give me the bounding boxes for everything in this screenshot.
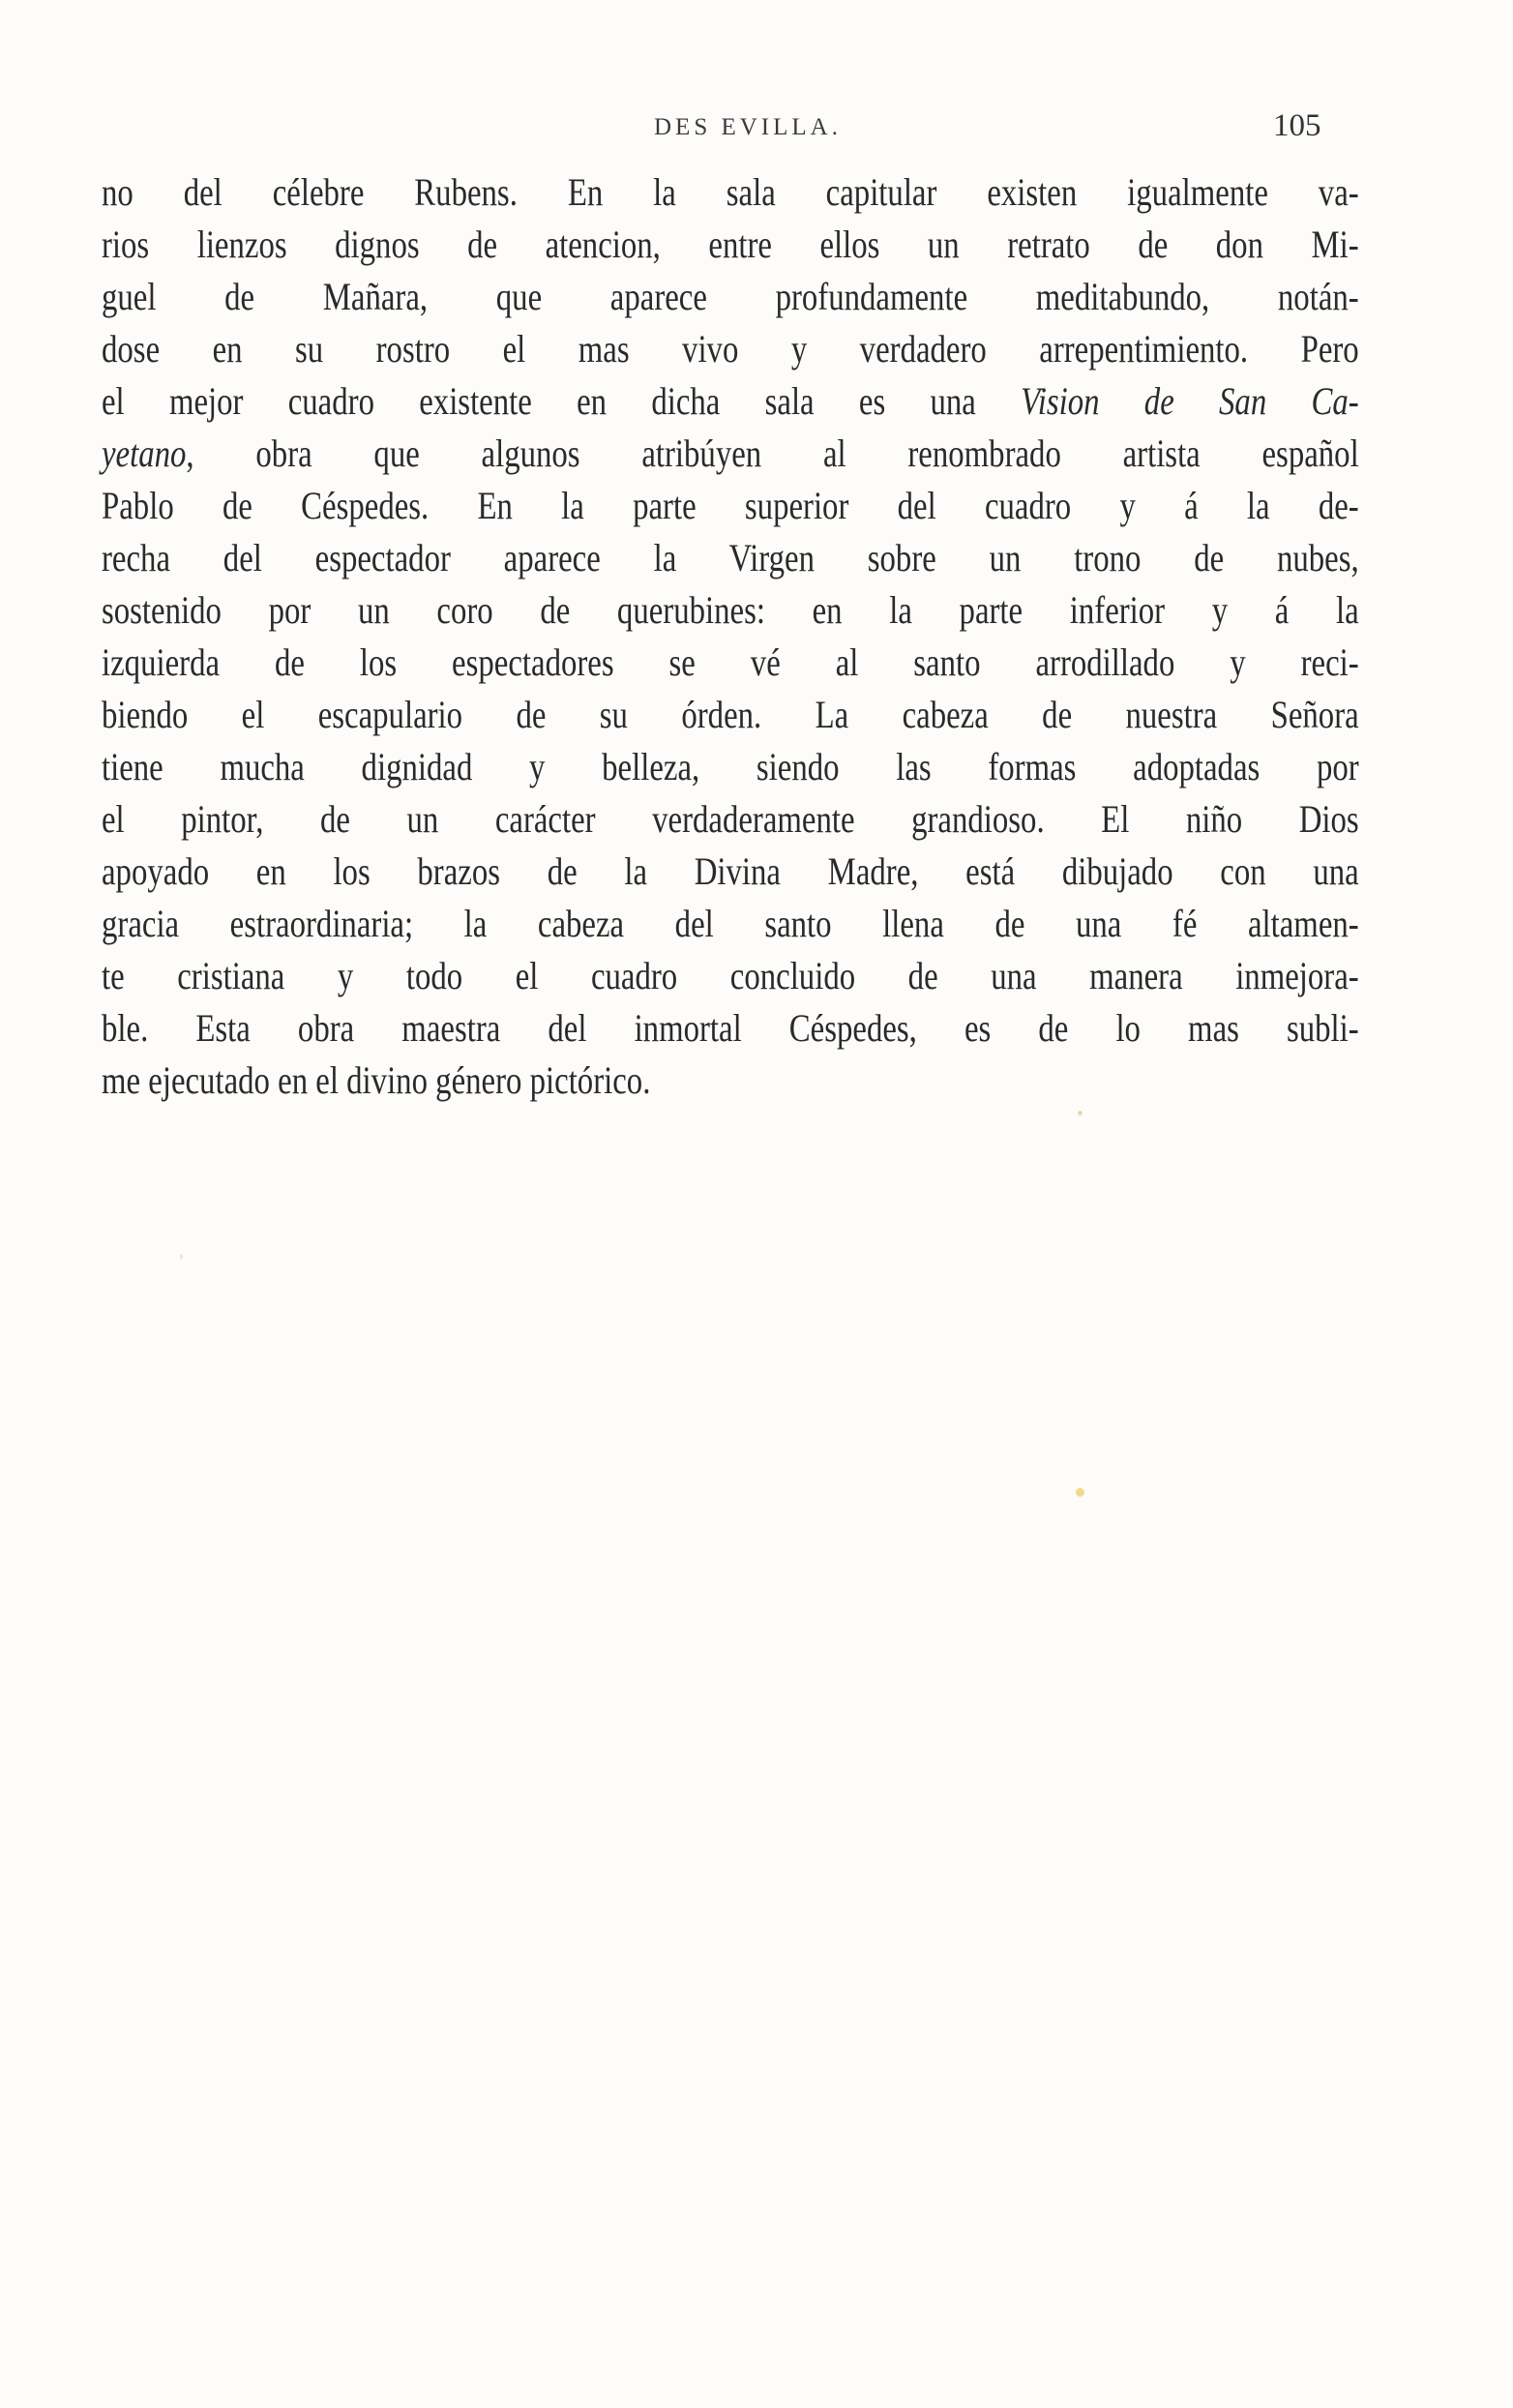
text-line: dose en su rostro el mas vivo y verdadero arrepentimiento. Pero [102,327,1359,371]
text-line: apoyado en los brazos de la Divina Madre, está dibujado con una [102,849,1359,893]
text-line: me ejecutado en el divino género pictórico. [102,1058,651,1102]
text-line [102,375,1359,428]
text-line: Pablo de Céspedes. En la parte superior del cuadro y á la de- [102,484,1359,527]
running-head [0,108,1513,147]
text-line [102,428,1359,480]
text-line: guel de Mañara, que aparece profundamente meditabundo, notán- [102,275,1359,318]
italic-title: yetano [102,431,187,475]
body-paragraph [102,166,1359,1107]
text-line: recha del espectador aparece la Virgen sobre un trono de nubes, [102,536,1359,580]
text-line: rios lienzos dignos de atencion, entre ellos un retrato de don Mi- [102,223,1359,266]
text-line: el pintor, de un carácter verdaderamente grandioso. El niño Dios [102,797,1359,841]
text-line: gracia estraordinaria; la cabeza del santo llena de una fé altamen- [102,902,1359,945]
text-line: izquierda de los espectadores se vé al santo arrodillado y reci- [102,640,1359,684]
text-line: biendo el escapulario de su órden. La cabeza de nuestra Señora [102,693,1359,736]
text-line: ble. Esta obra maestra del inmortal Céspedes, es de lo mas subli- [102,1006,1359,1050]
running-title: DES EVILLA. [654,114,842,140]
paper-speck [1076,1488,1084,1497]
paper-speck [1078,1111,1083,1115]
paper-speck [180,1254,183,1260]
text-line: sostenido por un coro de querubines: en la parte inferior y á la [102,588,1359,632]
italic-title: Vision de San Ca- [1021,379,1359,423]
text-line: no del célebre Rubens. En la sala capitular existen igualmente va- [102,170,1359,214]
page-number: 105 [1273,108,1321,143]
text-line-roman: el mejor cuadro existente en dicha sala es una [102,379,1022,423]
text-line: te cristiana y todo el cuadro concluido de una manera inmejora- [102,954,1359,997]
text-line: tiene mucha dignidad y belleza, siendo las formas adoptadas por [102,745,1359,788]
text-line-roman: , obra que algunos atribúyen al renombrado artista español [186,431,1359,475]
